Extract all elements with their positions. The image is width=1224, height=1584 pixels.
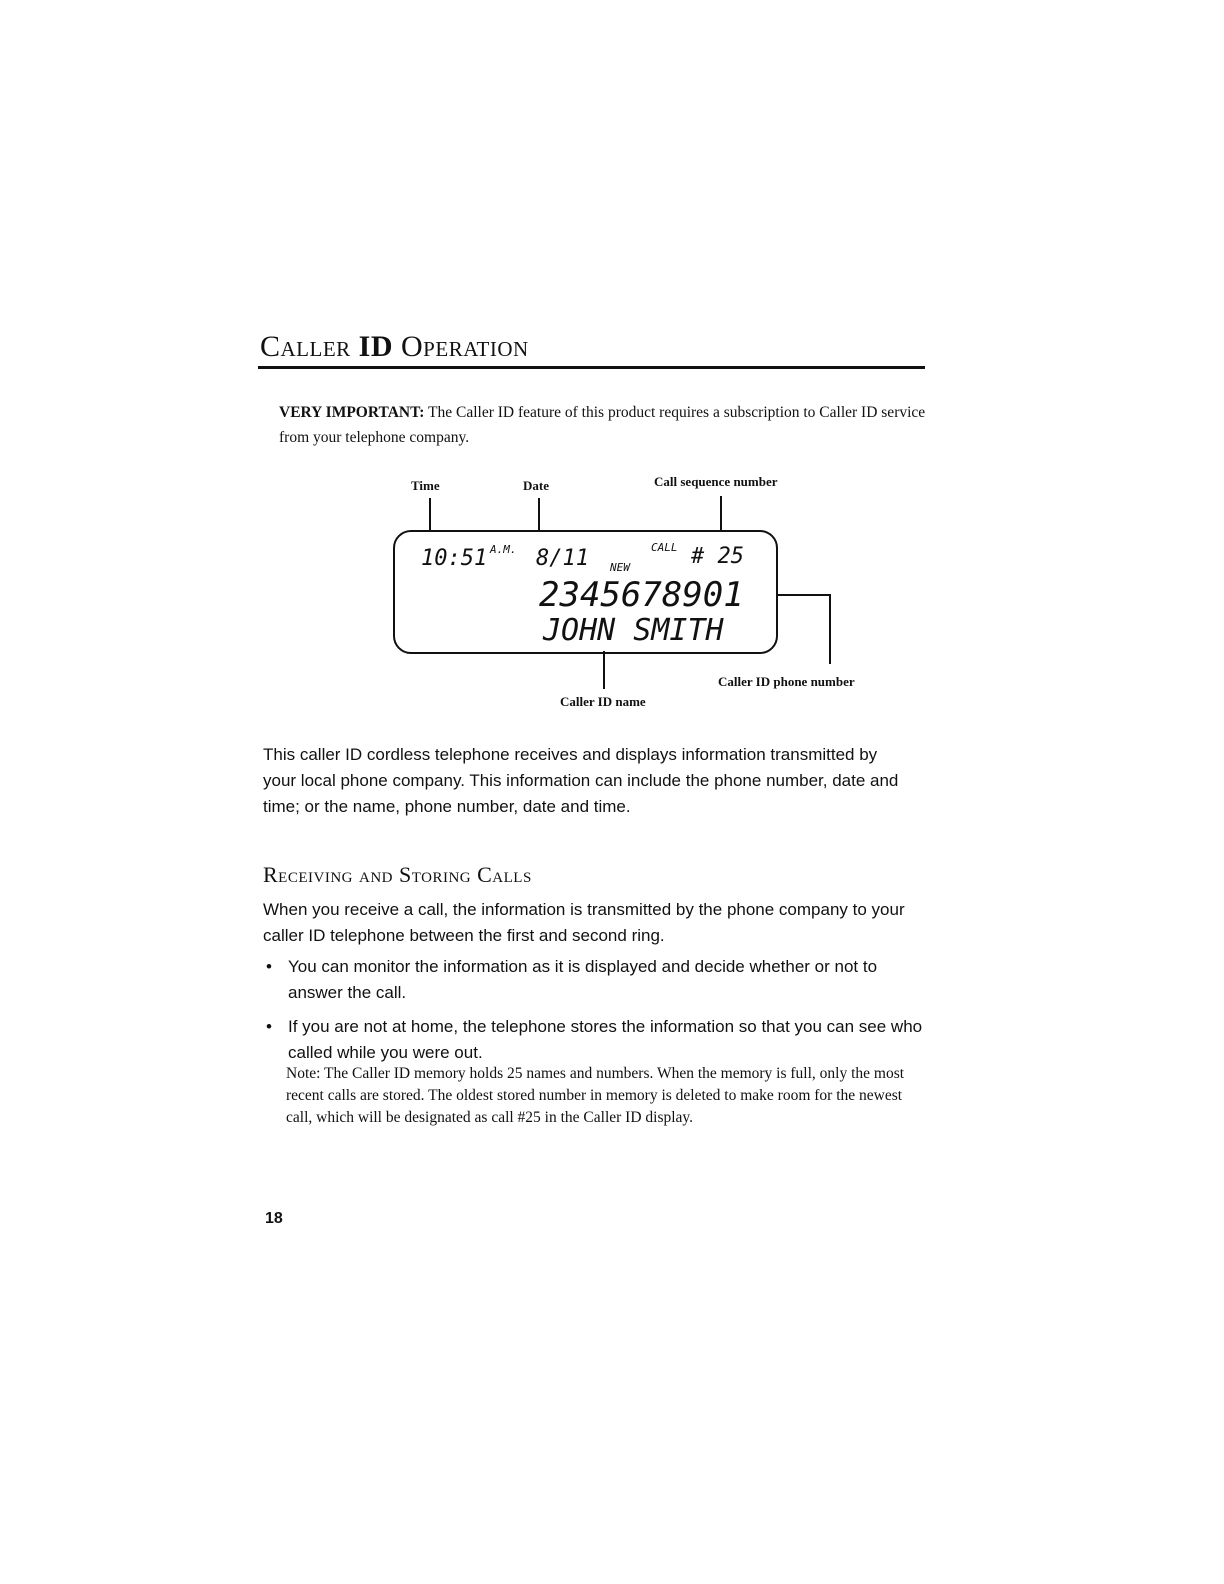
lcd-call-label: CALL — [651, 541, 678, 554]
intro-paragraph: This caller ID cordless telephone receives and displays information transmitted by your local phone company. This information can include the phone number, date and time; or the name, phone number, date and time. — [263, 745, 899, 816]
title-operation: Operation — [401, 330, 529, 363]
callout-phone-number: Caller ID phone number — [718, 674, 855, 689]
list-item — [266, 1014, 926, 1066]
lcd-time: 10:51 — [421, 546, 488, 571]
bullet-text: You can monitor the information as it is displayed and decide whether or not to answer the call. — [288, 957, 878, 1002]
callout-time: Time — [411, 478, 440, 493]
note-text: The Caller ID memory holds 25 names and numbers. When the memory is full, only the most recent calls are stored. The oldest stored number in memory is deleted to make room for the newest call, which will be designated as call #25 in the Caller ID display. — [286, 1065, 905, 1126]
lcd-call-number: # 25 — [691, 544, 744, 569]
lcd-date: 8/11 — [536, 546, 589, 571]
lcd-new: NEW — [610, 561, 630, 574]
leader-phone-vertical — [829, 594, 831, 664]
lcd-phone-number: 2345678901 — [539, 575, 744, 615]
lcd-am: A.M. — [490, 543, 517, 556]
callout-call-sequence: Call sequence number — [654, 474, 778, 489]
important-notice — [279, 400, 929, 450]
section-heading-receiving: Receiving and Storing Calls — [263, 862, 532, 887]
bullet-icon: • — [266, 957, 272, 976]
title-id: ID — [358, 330, 394, 363]
leader-phone-horizontal — [778, 594, 831, 596]
callout-date: Date — [523, 478, 549, 493]
lcd-caller-name: JOHN SMITH — [543, 613, 724, 648]
page-title — [260, 330, 529, 364]
title-underline — [258, 366, 925, 369]
bullet-list — [266, 954, 926, 1074]
lcd-display — [393, 530, 778, 654]
important-label: VERY IMPORTANT: — [279, 404, 425, 421]
leader-name — [603, 651, 605, 689]
note — [286, 1063, 926, 1129]
page-number: 18 — [265, 1210, 283, 1227]
callout-caller-name: Caller ID name — [560, 694, 646, 709]
list-item — [266, 954, 926, 1006]
receiving-paragraph: When you receive a call, the information is transmitted by the phone company to your caller ID telephone between the first and second ring. — [263, 900, 905, 945]
title-caller: Caller — [260, 330, 351, 363]
important-text: The Caller ID feature of this product requires a subscription to Caller ID service from your telephone company. — [279, 404, 926, 446]
bullet-text: If you are not at home, the telephone stores the information so that you can see who called while you were out. — [288, 1017, 923, 1062]
note-label: Note: — [286, 1065, 321, 1082]
bullet-icon: • — [266, 1017, 272, 1036]
